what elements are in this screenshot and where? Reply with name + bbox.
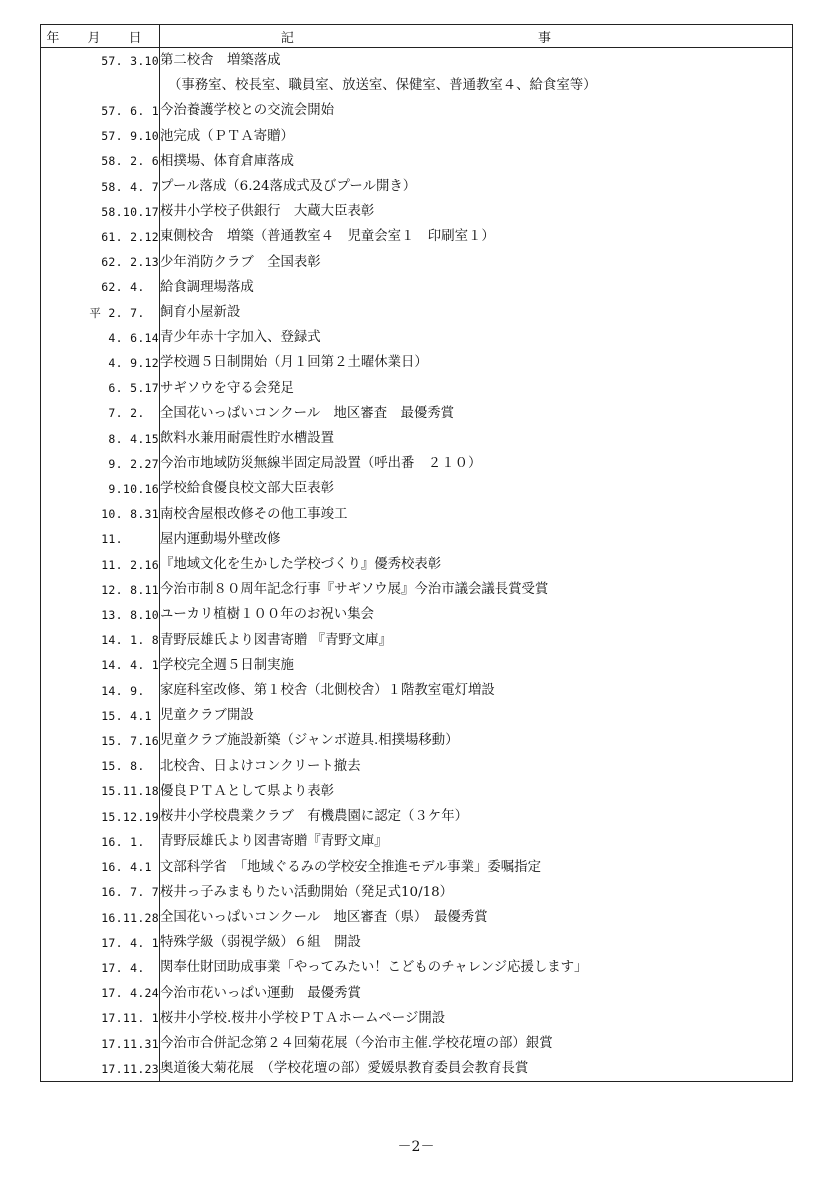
row-event bbox=[160, 754, 793, 779]
row-event bbox=[160, 199, 793, 224]
row-event bbox=[160, 174, 793, 199]
event-text: 桜井っ子みまもりたい活動開始（発足式10/18） bbox=[160, 884, 454, 900]
table-row bbox=[41, 628, 793, 653]
event-text-continuation: （事務室、校長室、職員室、放送室、保健室、普通教室４、給食室等） bbox=[168, 78, 597, 94]
row-event bbox=[160, 829, 793, 854]
row-date: 14. 4. 1 bbox=[41, 653, 160, 678]
row-event bbox=[160, 602, 793, 627]
row-event bbox=[160, 628, 793, 653]
row-date: 15. 7.16 bbox=[41, 728, 160, 753]
event-text: 飼育小屋新設 bbox=[160, 305, 241, 321]
row-date: 4. 9.12 bbox=[41, 350, 160, 375]
row-date: 13. 8.10 bbox=[41, 602, 160, 627]
row-event bbox=[160, 275, 793, 300]
event-text: 文部科学省 「地域ぐるみの学校安全推進モデル事業」委嘱指定 bbox=[160, 859, 541, 875]
event-text: ユーカリ植樹１００年のお祝い集会 bbox=[160, 607, 374, 623]
table-row bbox=[41, 754, 793, 779]
table-row bbox=[41, 804, 793, 829]
row-event bbox=[160, 779, 793, 804]
event-text: 学校給食優良校文部大臣表彰 bbox=[160, 481, 335, 497]
row-date: 4. 6.14 bbox=[41, 325, 160, 350]
row-event bbox=[160, 1006, 793, 1031]
row-date: 6. 5.17 bbox=[41, 376, 160, 401]
event-text: 今治市地域防災無線半固定局設置（呼出番 ２１０） bbox=[160, 456, 482, 472]
table-row bbox=[41, 502, 793, 527]
row-date: 62. 4. bbox=[41, 275, 160, 300]
event-text: 今治市花いっぱい運動 最優秀賞 bbox=[160, 985, 361, 1001]
table-row bbox=[41, 703, 793, 728]
table-row bbox=[41, 1006, 793, 1031]
table-row bbox=[41, 174, 793, 199]
row-event bbox=[160, 804, 793, 829]
event-text: 相撲場、体育倉庫落成 bbox=[160, 153, 294, 169]
date-column-header: 年 月 日 bbox=[41, 25, 160, 48]
row-event bbox=[160, 48, 793, 99]
table-row bbox=[41, 124, 793, 149]
event-text: 池完成（ＰＴＡ寄贈） bbox=[160, 128, 294, 144]
row-date: 12. 8.11 bbox=[41, 577, 160, 602]
table-row bbox=[41, 325, 793, 350]
row-date: 58.10.17 bbox=[41, 199, 160, 224]
row-event bbox=[160, 426, 793, 451]
row-date: 10. 8.31 bbox=[41, 502, 160, 527]
row-date: 9. 2.27 bbox=[41, 451, 160, 476]
table-row bbox=[41, 779, 793, 804]
row-date: 17.11.23 bbox=[41, 1056, 160, 1082]
row-event bbox=[160, 1031, 793, 1056]
event-text: 屋内運動場外壁改修 bbox=[160, 531, 281, 547]
table-row bbox=[41, 905, 793, 930]
row-event bbox=[160, 728, 793, 753]
table-row bbox=[41, 955, 793, 980]
row-date: 17. 4. bbox=[41, 955, 160, 980]
history-body bbox=[41, 48, 793, 1082]
row-date: 8. 4.15 bbox=[41, 426, 160, 451]
row-event bbox=[160, 451, 793, 476]
table-row bbox=[41, 1031, 793, 1056]
table-row bbox=[41, 401, 793, 426]
row-event bbox=[160, 653, 793, 678]
row-event bbox=[160, 955, 793, 980]
row-event bbox=[160, 552, 793, 577]
row-event bbox=[160, 855, 793, 880]
event-text: 給食調理場落成 bbox=[160, 279, 254, 295]
row-date: 16. 7. 7 bbox=[41, 880, 160, 905]
row-event bbox=[160, 224, 793, 249]
row-date: 14. 1. 8 bbox=[41, 628, 160, 653]
row-event bbox=[160, 905, 793, 930]
table-row bbox=[41, 527, 793, 552]
event-text: プール落成（6.24落成式及びプール開き） bbox=[160, 179, 417, 195]
event-text: 北校舎、日よけコンクリート撤去 bbox=[160, 758, 361, 774]
row-event bbox=[160, 1056, 793, 1082]
event-text: 第二校舎 増築落成 bbox=[160, 53, 281, 68]
row-date: 7. 2. bbox=[41, 401, 160, 426]
table-row bbox=[41, 552, 793, 577]
event-text: 東側校舎 増築（普通教室４ 児童会室１ 印刷室１） bbox=[160, 229, 495, 245]
row-date: 15.12.19 bbox=[41, 804, 160, 829]
row-date: 16. 1. bbox=[41, 829, 160, 854]
row-event bbox=[160, 401, 793, 426]
table-row bbox=[41, 451, 793, 476]
event-text: 今治市合併記念第２４回菊花展（今治市主催.学校花壇の部）銀賞 bbox=[160, 1035, 553, 1051]
history-table bbox=[40, 24, 793, 1082]
event-text: 桜井小学校農業クラブ 有機農園に認定（３ケ年） bbox=[160, 809, 468, 825]
row-date: 16.11.28 bbox=[41, 905, 160, 930]
event-text: 南校舎屋根改修その他工事竣工 bbox=[160, 506, 348, 522]
event-text: 今治市制８０周年記念行事『サギソウ展』今治市議会議長賞受賞 bbox=[160, 582, 549, 598]
row-event bbox=[160, 149, 793, 174]
table-row bbox=[41, 275, 793, 300]
table-row bbox=[41, 250, 793, 275]
table-header-row bbox=[41, 25, 793, 48]
event-text: 家庭科室改修、第１校舎（北側校舎）１階教室電灯増設 bbox=[160, 683, 495, 699]
row-event bbox=[160, 98, 793, 123]
row-date: 14. 9. bbox=[41, 678, 160, 703]
table-row bbox=[41, 728, 793, 753]
event-text: 飲料水兼用耐震性貯水槽設置 bbox=[160, 431, 335, 447]
event-text: 奥道後大菊花展 （学校花壇の部）愛媛県教育委員会教育長賞 bbox=[160, 1061, 529, 1077]
row-date: 15.11.18 bbox=[41, 779, 160, 804]
row-date: 17. 4.24 bbox=[41, 981, 160, 1006]
table-row bbox=[41, 98, 793, 123]
event-text: 青野辰雄氏より図書寄贈 『青野文庫』 bbox=[160, 632, 392, 648]
event-text: 学校完全週５日制実施 bbox=[160, 657, 294, 673]
row-date: 9.10.16 bbox=[41, 476, 160, 501]
row-date: 58. 4. 7 bbox=[41, 174, 160, 199]
row-event bbox=[160, 577, 793, 602]
table-row bbox=[41, 880, 793, 905]
row-date: 15. 4.1 bbox=[41, 703, 160, 728]
event-text: 青少年赤十字加入、登録式 bbox=[160, 330, 321, 346]
row-event bbox=[160, 300, 793, 325]
event-text: 全国花いっぱいコンクール 地区審査 最優秀賞 bbox=[160, 405, 455, 421]
row-event bbox=[160, 476, 793, 501]
page-number: －2－ bbox=[397, 1139, 435, 1155]
table-row bbox=[41, 678, 793, 703]
event-text: 少年消防クラブ 全国表彰 bbox=[160, 254, 321, 270]
row-date: 61. 2.12 bbox=[41, 224, 160, 249]
event-text: 特殊学級（弱視学級）６組 開設 bbox=[160, 935, 361, 951]
row-date: 57. 3.10 bbox=[41, 48, 160, 99]
event-text: 桜井小学校子供銀行 大蔵大臣表彰 bbox=[160, 204, 375, 220]
table-row bbox=[41, 577, 793, 602]
history-page bbox=[40, 24, 792, 1082]
table-row bbox=[41, 376, 793, 401]
event-text: 児童クラブ開設 bbox=[160, 708, 254, 724]
table-row bbox=[41, 829, 793, 854]
event-text: 全国花いっぱいコンクール 地区審査（県） 最優秀賞 bbox=[160, 909, 488, 925]
table-row bbox=[41, 149, 793, 174]
table-row bbox=[41, 602, 793, 627]
row-event bbox=[160, 250, 793, 275]
row-date: 平 2. 7. bbox=[41, 300, 160, 325]
table-row bbox=[41, 300, 793, 325]
row-event bbox=[160, 981, 793, 1006]
row-event bbox=[160, 880, 793, 905]
row-date: 58. 2. 6 bbox=[41, 149, 160, 174]
row-date: 11. bbox=[41, 527, 160, 552]
table-row bbox=[41, 350, 793, 375]
event-column-header: 記 事 bbox=[160, 25, 793, 48]
table-row bbox=[41, 981, 793, 1006]
row-event bbox=[160, 678, 793, 703]
table-row bbox=[41, 653, 793, 678]
table-row bbox=[41, 48, 793, 99]
row-event bbox=[160, 527, 793, 552]
row-event bbox=[160, 376, 793, 401]
table-row bbox=[41, 199, 793, 224]
event-text: 学校週５日制開始（月１回第２土曜休業日） bbox=[160, 355, 428, 371]
table-row bbox=[41, 224, 793, 249]
row-date: 57. 6. 1 bbox=[41, 98, 160, 123]
row-date: 17.11.31 bbox=[41, 1031, 160, 1056]
event-text: 優良ＰＴＡとして県より表彰 bbox=[160, 783, 335, 799]
row-event bbox=[160, 703, 793, 728]
table-row bbox=[41, 426, 793, 451]
event-text: サギソウを守る会発足 bbox=[160, 380, 294, 396]
row-event bbox=[160, 350, 793, 375]
event-text: 桜井小学校.桜井小学校ＰＴＡホームページ開設 bbox=[160, 1010, 446, 1026]
event-text: 児童クラブ施設新築（ジャンボ遊具.相撲場移動） bbox=[160, 733, 459, 749]
row-date: 11. 2.16 bbox=[41, 552, 160, 577]
row-date: 17. 4. 1 bbox=[41, 930, 160, 955]
row-date: 17.11. 1 bbox=[41, 1006, 160, 1031]
row-event bbox=[160, 502, 793, 527]
table-row bbox=[41, 855, 793, 880]
table-row bbox=[41, 476, 793, 501]
table-row bbox=[41, 1056, 793, 1082]
row-date: 62. 2.13 bbox=[41, 250, 160, 275]
event-text: 関奉仕財団助成事業「やってみたい！こどものチャレンジ応援します」 bbox=[160, 960, 588, 976]
table-row bbox=[41, 930, 793, 955]
row-event bbox=[160, 325, 793, 350]
row-date: 15. 8. bbox=[41, 754, 160, 779]
event-text: 『地域文化を生かした学校づくり』優秀校表彰 bbox=[160, 557, 442, 573]
row-event bbox=[160, 930, 793, 955]
row-date: 57. 9.10 bbox=[41, 124, 160, 149]
event-text: 今治養護学校との交流会開始 bbox=[160, 103, 335, 119]
row-event bbox=[160, 124, 793, 149]
event-text: 青野辰雄氏より図書寄贈『青野文庫』 bbox=[160, 834, 388, 850]
row-date: 16. 4.1 bbox=[41, 855, 160, 880]
